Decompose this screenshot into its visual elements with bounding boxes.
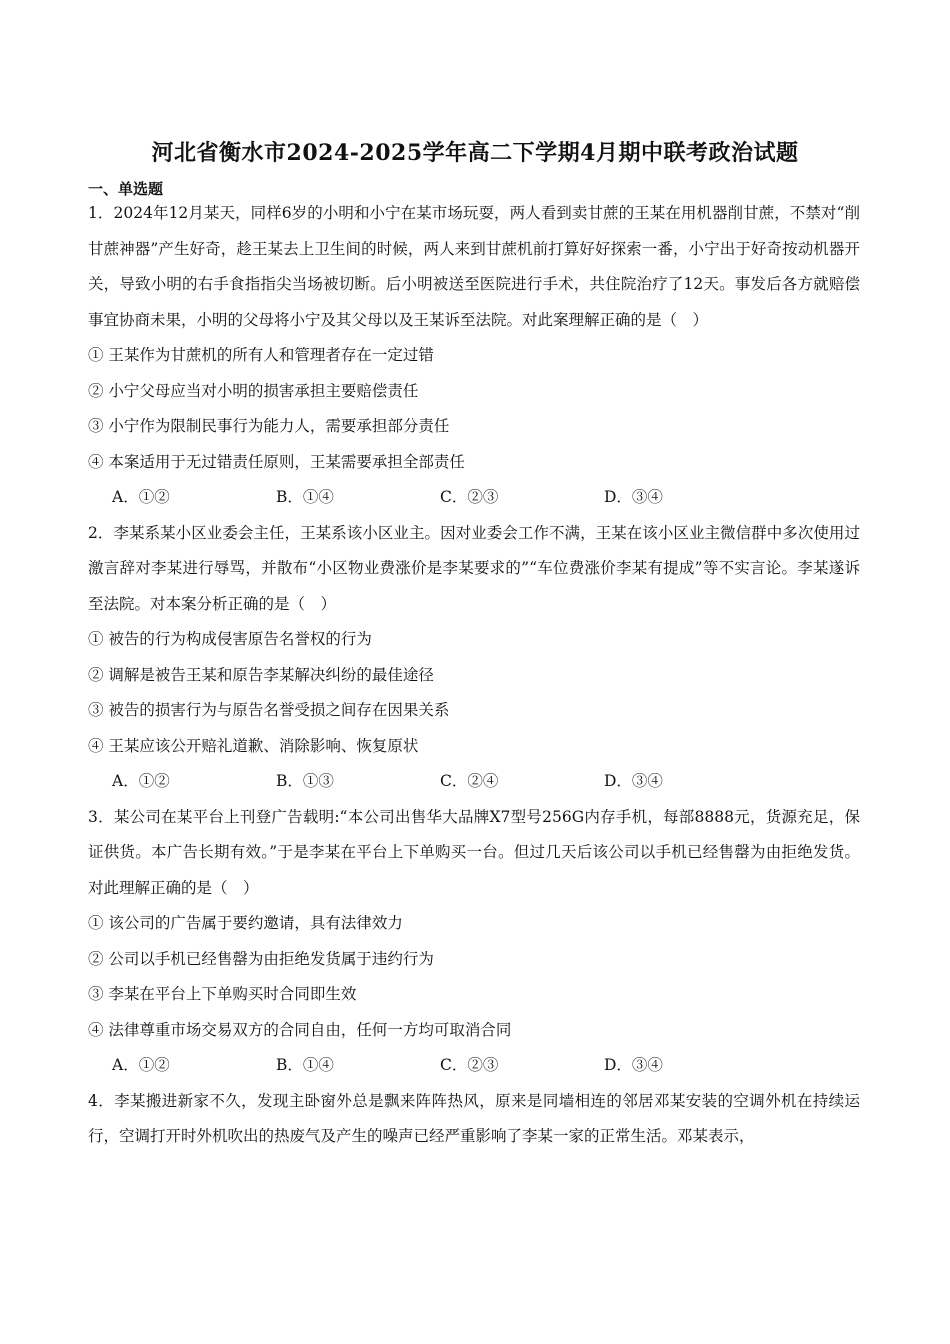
statement-item: ① 被告的行为构成侵害原告名誉权的行为 [88,630,372,648]
section-heading: 一、单选题 [88,180,164,198]
answer-option[interactable]: A．①② [112,1056,170,1074]
answer-option[interactable]: C．②③ [440,1056,499,1074]
statement-item: ① 该公司的广告属于要约邀请，具有法律效力 [88,914,403,932]
statement-item: ② 小宁父母应当对小明的损害承担主要赔偿责任 [88,381,419,400]
statement-item: ③ 被告的损害行为与原告名誉受损之间存在因果关系 [88,701,450,719]
answer-option[interactable]: A．①② [112,488,170,506]
answer-options [88,764,860,800]
answer-options [88,1048,860,1084]
question-list [88,196,860,1155]
answer-option[interactable]: C．②④ [440,772,499,790]
question-1 [88,196,860,516]
statement-item: ③ 李某在平台上下单购买时合同即生效 [88,985,357,1003]
statement-item: ② 公司以手机已经售罄为由拒绝发货属于违约行为 [88,949,434,968]
statement-item: ③ 小宁作为限制民事行为能力人，需要承担部分责任 [88,417,450,435]
question-stem: 4．李某搬进新家不久，发现主卧窗外总是飘来阵阵热风，原来是同墙相连的邻居邓某安装的空调外机在持续运行，空调打开时外机吹出的热废气及产生的噪声已经严重影响了李某一家的正常生活。邓某表示， [88,1091,860,1145]
question-stem: 2．李某系某小区业委会主任，王某系该小区业主。因对业委会工作不满，王某在该小区业主微信群中多次使用过激言辞对李某进行辱骂，并散布“小区物业费涨价是李某要求的”“车位费涨价李某有提成”等不实言论。李某遂诉至法院。对本案分析正确的是（ ） [88,523,860,613]
answer-option[interactable]: D．③④ [604,1056,663,1074]
answer-option[interactable]: B．①③ [276,772,334,790]
question-stem: 3．某公司在某平台上刊登广告载明:“本公司出售华大品牌X7型号256G内存手机，每部8888元，货源充足，保证供货。本广告长期有效。”于是李某在平台上下单购买一台。但过几天后该公司以手机已经售罄为由拒绝发货。对此理解正确的是（ ） [88,807,860,897]
answer-option[interactable]: B．①④ [276,1056,334,1074]
question-3 [88,800,860,1084]
answer-option[interactable]: D．③④ [604,772,663,790]
statement-item: ② 调解是被告王某和原告李某解决纠纷的最佳途径 [88,665,434,684]
statement-item: ④ 王某应该公开赔礼道歉、消除影响、恢复原状 [88,736,419,755]
question-4 [88,1084,860,1155]
answer-options [88,480,860,516]
document-title: 河北省衡水市2024-2025学年高二下学期4月期中联考政治试题 [151,140,799,166]
answer-option[interactable]: B．①④ [276,488,334,506]
question-2 [88,516,860,800]
statement-item: ④ 法律尊重市场交易双方的合同自由，任何一方均可取消合同 [88,1020,512,1039]
answer-option[interactable]: C．②③ [440,488,499,506]
statement-item: ① 王某作为甘蔗机的所有人和管理者存在一定过错 [88,346,434,364]
statement-item: ④ 本案适用于无过错责任原则，王某需要承担全部责任 [88,452,465,471]
answer-option[interactable]: A．①② [112,772,170,790]
answer-option[interactable]: D．③④ [604,488,663,506]
question-stem: 1．2024年12月某天，同样6岁的小明和小宁在某市场玩耍，两人看到卖甘蔗的王某在用机器削甘蔗，不禁对“削甘蔗神器”产生好奇，趁王某去上卫生间的时候，两人来到甘蔗机前打算好好探索一番，小宁出于好奇按动机器开关，导致小明的右手食指指尖当场被切断。后小明被送至医院进行手术，共住院治疗了12天。事发后各方就赔偿事宜协商未果，小明的父母将小宁及其父母以及王某诉至法院。对此案理解正确的是（ ） [88,204,860,329]
